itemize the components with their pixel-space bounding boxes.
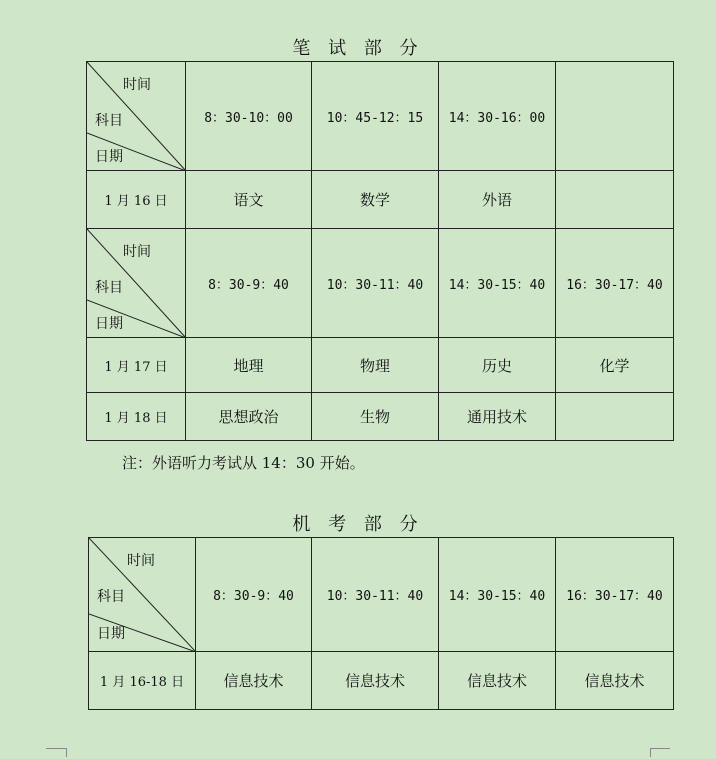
header-label-subject: 科目	[95, 113, 123, 129]
exam-subject: 思想政治	[186, 393, 312, 441]
diagonal-header-cell	[87, 229, 186, 338]
exam-subject: 信息技术	[196, 652, 312, 710]
table-row	[87, 393, 674, 441]
exam-subject: 外语	[439, 171, 556, 229]
exam-date: 1 月 16-18 日	[89, 652, 196, 710]
listening-note: 注：外语听力考试从 14：30 开始。	[122, 454, 365, 472]
header-label-date: 日期	[95, 316, 123, 332]
time-slot: 8：30-9：40	[196, 538, 312, 652]
time-slot: 8：30-10：00	[186, 62, 312, 171]
written-exam-title: 笔 试 部 分	[292, 38, 424, 59]
header-label-time: 时间	[123, 244, 151, 260]
header-label-subject: 科目	[95, 280, 123, 296]
time-slot: 16：30-17：40	[556, 229, 674, 338]
time-slot: 10：45-12：15	[312, 62, 439, 171]
page-corner-mark	[650, 748, 651, 757]
diagonal-header-cell	[87, 62, 186, 171]
time-slot: 10：30-11：40	[312, 229, 439, 338]
page-corner-mark	[66, 748, 67, 757]
exam-subject: 数学	[312, 171, 439, 229]
header-label-subject: 科目	[97, 589, 125, 605]
time-slot: 14：30-16：00	[439, 62, 556, 171]
header-label-date: 日期	[97, 626, 125, 642]
exam-date: 1 月 17 日	[87, 338, 186, 393]
header-label-time: 时间	[123, 77, 151, 93]
table-row	[89, 652, 674, 710]
table-row	[87, 171, 674, 229]
computer-exam-title: 机 考 部 分	[292, 514, 424, 535]
time-slot	[556, 62, 674, 171]
exam-subject: 信息技术	[556, 652, 674, 710]
diagonal-header-cell	[89, 538, 196, 652]
exam-subject: 通用技术	[439, 393, 556, 441]
table-row	[87, 338, 674, 393]
exam-subject: 化学	[556, 338, 674, 393]
time-slot: 14：30-15：40	[439, 229, 556, 338]
computer-exam-table	[88, 537, 674, 710]
exam-subject: 信息技术	[312, 652, 439, 710]
exam-subject: 生物	[312, 393, 439, 441]
page-corner-mark	[46, 748, 66, 759]
page-corner-mark	[650, 748, 670, 759]
header-label-date: 日期	[95, 149, 123, 165]
exam-subject	[556, 393, 674, 441]
time-slot: 16：30-17：40	[556, 538, 674, 652]
header-label-time: 时间	[127, 553, 155, 569]
time-slot: 8：30-9：40	[186, 229, 312, 338]
written-exam-table	[86, 61, 674, 441]
exam-date: 1 月 18 日	[87, 393, 186, 441]
exam-subject: 地理	[186, 338, 312, 393]
time-slot: 10：30-11：40	[312, 538, 439, 652]
exam-subject: 语文	[186, 171, 312, 229]
time-slot: 14：30-15：40	[439, 538, 556, 652]
exam-subject: 信息技术	[439, 652, 556, 710]
exam-subject: 历史	[439, 338, 556, 393]
exam-subject	[556, 171, 674, 229]
exam-subject: 物理	[312, 338, 439, 393]
exam-date: 1 月 16 日	[87, 171, 186, 229]
